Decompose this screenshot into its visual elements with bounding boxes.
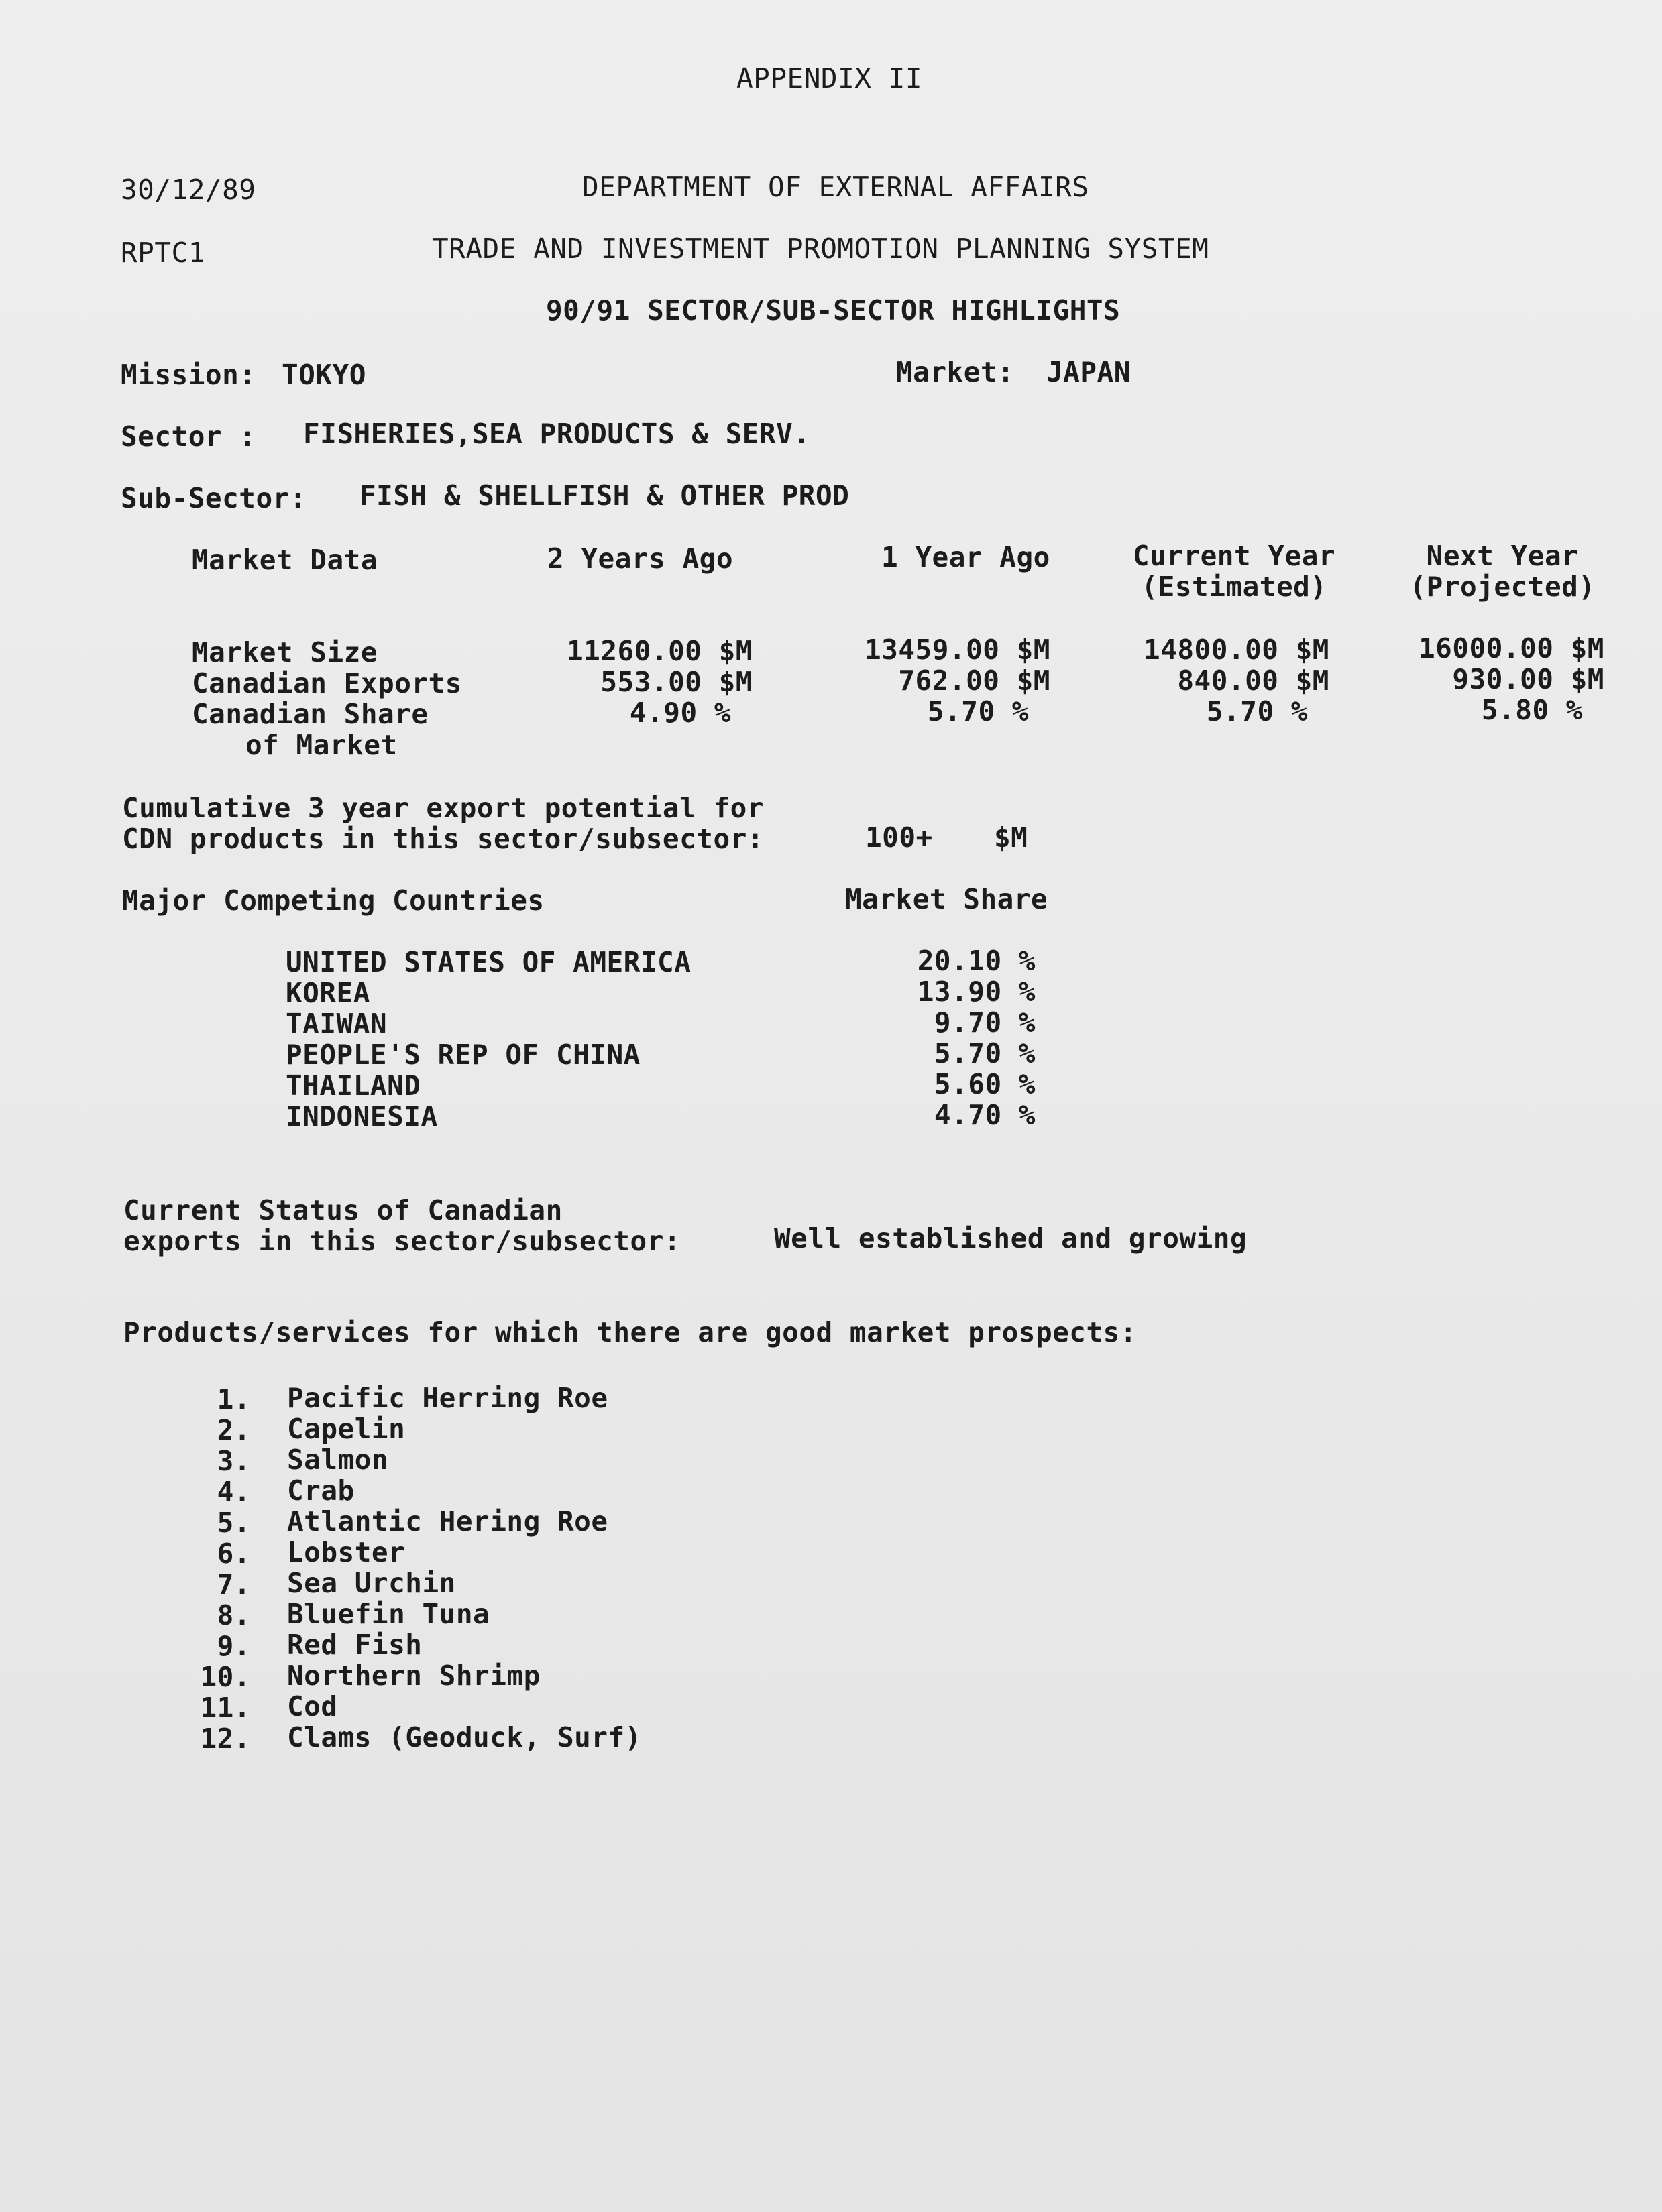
competitor-share: 9.70 % — [934, 1006, 1036, 1039]
market-share-header: Market Share — [845, 883, 1048, 915]
product-name: Lobster — [287, 1536, 406, 1568]
competitor-share: 4.70 % — [934, 1099, 1036, 1131]
cell-share-next: 5.80 % — [1481, 694, 1583, 726]
competitor-share: 5.60 % — [934, 1068, 1036, 1100]
row-label-canadian-share-cont: of Market — [245, 729, 398, 761]
row-label-market-size: Market Size — [192, 636, 378, 668]
col-current-year-header: Current Year — [1132, 540, 1336, 572]
col-next-year-subheader: (Projected) — [1409, 571, 1596, 603]
cell-share-1y: 5.70 % — [927, 695, 1029, 727]
product-name: Bluefin Tuna — [287, 1598, 490, 1630]
product-name: Salmon — [287, 1444, 389, 1476]
product-name: Capelin — [287, 1413, 406, 1445]
cumulative-value: 100+ — [865, 821, 933, 854]
col-next-year-header: Next Year — [1426, 540, 1579, 572]
competitor-share: 13.90 % — [917, 976, 1036, 1008]
subsector-label: Sub-Sector: — [121, 482, 307, 514]
product-number: 3. — [217, 1445, 251, 1477]
product-number: 10. — [200, 1661, 251, 1693]
competitor-country: UNITED STATES OF AMERICA — [286, 946, 691, 978]
market-label: Market: — [896, 356, 1015, 388]
mission-value: TOKYO — [282, 359, 366, 391]
market-data-header: Market Data — [192, 544, 378, 576]
product-name: Crab — [287, 1474, 355, 1507]
product-number: 2. — [217, 1414, 251, 1446]
product-name: Red Fish — [287, 1629, 423, 1661]
cell-market-size-current: 14800.00 $M — [1143, 634, 1329, 666]
status-line-2: exports in this sector/subsector: — [123, 1225, 681, 1257]
product-number: 1. — [217, 1383, 251, 1415]
cell-exports-next: 930.00 $M — [1452, 663, 1604, 695]
competitor-country: TAIWAN — [286, 1008, 388, 1040]
cell-exports-1y: 762.00 $M — [898, 664, 1050, 697]
competitor-country: PEOPLE'S REP OF CHINA — [286, 1039, 641, 1071]
cumulative-unit: $M — [994, 821, 1028, 854]
sector-label: Sector : — [121, 420, 256, 453]
competitor-share: 20.10 % — [917, 945, 1036, 977]
cumulative-line-2: CDN products in this sector/subsector: — [122, 823, 764, 855]
mission-label: Mission: — [121, 359, 256, 391]
row-label-canadian-share: Canadian Share — [192, 698, 429, 730]
col-current-year-subheader: (Estimated) — [1141, 571, 1327, 603]
department-title: DEPARTMENT OF EXTERNAL AFFAIRS — [582, 171, 1089, 203]
col-2-years-ago-header: 2 Years Ago — [547, 542, 734, 575]
product-number: 5. — [217, 1507, 251, 1539]
product-number: 11. — [200, 1692, 251, 1724]
row-label-canadian-exports: Canadian Exports — [192, 667, 462, 699]
cell-market-size-2y: 11260.00 $M — [566, 635, 753, 667]
market-value: JAPAN — [1046, 356, 1131, 388]
product-number: 8. — [217, 1599, 251, 1631]
cell-share-2y: 4.90 % — [629, 697, 731, 729]
system-title: TRADE AND INVESTMENT PROMOTION PLANNING SYSTEM — [432, 233, 1209, 265]
competitor-country: INDONESIA — [286, 1100, 438, 1132]
col-1-year-ago-header: 1 Year Ago — [881, 541, 1050, 573]
product-name: Clams (Geoduck, Surf) — [287, 1721, 642, 1753]
competitor-country: KOREA — [286, 977, 370, 1009]
product-number: 6. — [217, 1537, 251, 1570]
highlights-title: 90/91 SECTOR/SUB-SECTOR HIGHLIGHTS — [546, 294, 1121, 327]
appendix-label: APPENDIX II — [736, 62, 923, 95]
report-code: RPTC1 — [121, 237, 205, 269]
subsector-value: FISH & SHELLFISH & OTHER PROD — [359, 479, 850, 512]
status-line-1: Current Status of Canadian — [123, 1194, 563, 1226]
cell-share-current: 5.70 % — [1206, 695, 1308, 727]
cell-exports-2y: 553.00 $M — [600, 666, 753, 698]
cell-market-size-next: 16000.00 $M — [1418, 632, 1604, 664]
competitor-share: 5.70 % — [934, 1037, 1036, 1069]
product-number: 12. — [200, 1723, 251, 1755]
cumulative-line-1: Cumulative 3 year export potential for — [122, 792, 764, 824]
product-name: Sea Urchin — [287, 1567, 456, 1599]
product-name: Cod — [287, 1690, 338, 1723]
product-number: 7. — [217, 1568, 251, 1600]
product-name: Atlantic Hering Roe — [287, 1505, 608, 1537]
report-date: 30/12/89 — [121, 174, 256, 206]
product-number: 9. — [217, 1630, 251, 1662]
cell-market-size-1y: 13459.00 $M — [864, 634, 1050, 666]
product-name: Pacific Herring Roe — [287, 1382, 608, 1414]
status-value: Well established and growing — [774, 1222, 1248, 1255]
cell-exports-current: 840.00 $M — [1177, 664, 1329, 697]
product-number: 4. — [217, 1476, 251, 1508]
competitor-country: THAILAND — [286, 1069, 421, 1102]
products-header: Products/services for which there are good market prospects: — [123, 1316, 1138, 1348]
sector-value: FISHERIES,SEA PRODUCTS & SERV. — [303, 418, 810, 450]
product-name: Northern Shrimp — [287, 1660, 541, 1692]
competitors-header: Major Competing Countries — [122, 884, 545, 917]
